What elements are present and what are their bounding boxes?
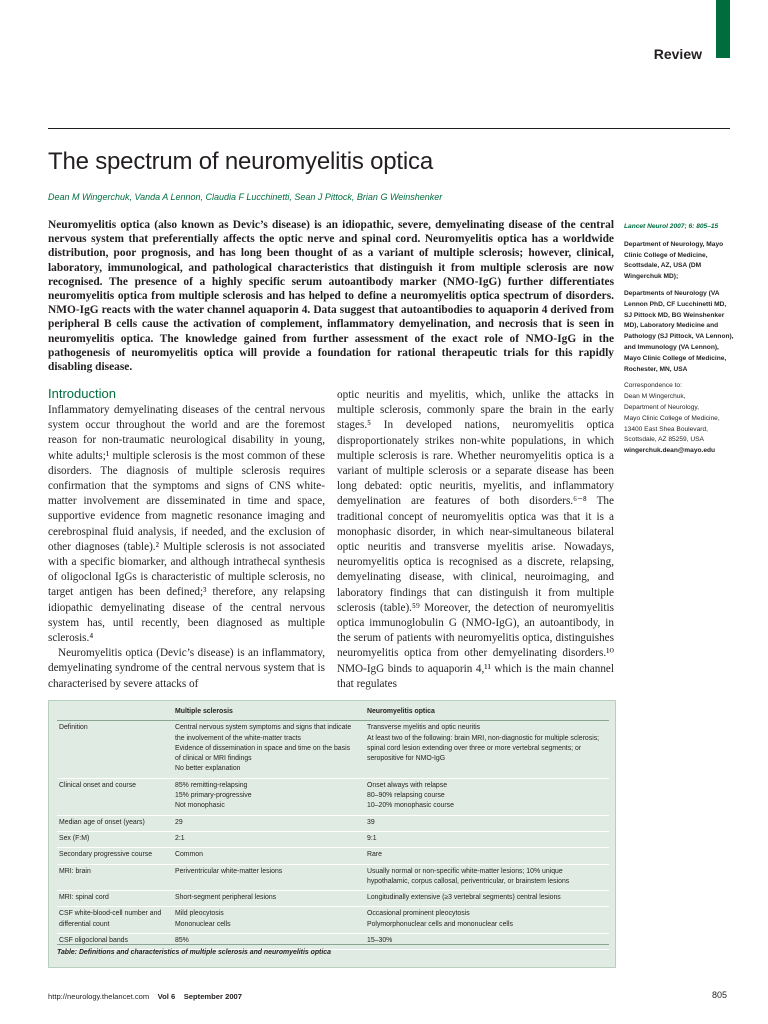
body-column-left — [48, 386, 325, 692]
table-row-label: CSF oligoclonal bands — [57, 934, 173, 950]
nmo-cell-line: Rare — [367, 851, 382, 859]
table-body — [57, 721, 609, 950]
nmo-cell — [359, 721, 609, 778]
ms-cell-line: Not monophasic — [175, 802, 225, 810]
correspondence-line: Scottsdale, AZ 85259, USA — [624, 436, 704, 444]
table-row-label: Definition — [57, 721, 173, 778]
body-paragraph: Inflammatory demyelinating diseases of the central nervous system occur throughout the world and are the foremost reason for non-traumatic neurological disability in young, white adults;¹ multiple sclerosis is the most common of these disorders. The diagnosis of multiple sclerosis requires confirmation that the symptoms and signs of CNS white-matter involvement are disseminated in time and space, supportive evidence from magnetic resonance imaging and cerebrospinal fluid analysis, if needed, and the exclusion of other diagnoses (table).² Multiple sclerosis is not associated with a specific biomarker, and although intrathecal synthesis of oligoclonal IgGs is characteristic of multiple sclerosis, no target antigen has been defined;³ therefore, any relapsing idiopathic demyelinating disease of the central nervous system has, until recently, been diagnosed as multiple sclerosis.⁴ — [48, 404, 325, 645]
ms-cell-line: Mononuclear cells — [175, 920, 231, 928]
nmo-cell — [359, 778, 609, 815]
comparison-table — [57, 706, 609, 950]
nmo-cell — [359, 934, 609, 950]
article-title: The spectrum of neuromyelitis optica — [48, 148, 433, 175]
table-row — [57, 831, 609, 847]
footer-url-link[interactable]: http://neurology.thelancet.com — [48, 992, 150, 1001]
nmo-cell — [359, 848, 609, 864]
ms-cell — [173, 778, 359, 815]
table-row-label: Secondary progressive course — [57, 848, 173, 864]
comparison-table-panel — [48, 700, 616, 968]
ms-cell — [173, 907, 359, 934]
ms-cell-line: 2:1 — [175, 834, 185, 842]
table-row-label: Median age of onset (years) — [57, 815, 173, 831]
table-row-label: Sex (F:M) — [57, 831, 173, 847]
ms-cell-line: 29 — [175, 818, 183, 826]
ms-cell — [173, 815, 359, 831]
nmo-cell — [359, 831, 609, 847]
footer-journal-info — [48, 992, 242, 1001]
nmo-cell-line: Occasional prominent pleocytosis — [367, 910, 470, 918]
ms-cell-line: Central nervous system symptoms and signs that indicate the involvement of the white-matter tracts — [175, 724, 352, 742]
nmo-cell — [359, 815, 609, 831]
affiliation-2: Departments of Neurology (VA Lennon PhD, CF Lucchinetti MD, SJ Pittock MD, BG Weinshenker MD), Laboratory Medicine and Pathology (SJ Pittock, VA Lennon), and Immunology (VA Lennon), Mayo Clinic College of Medicine, Rochester, MN, USA — [624, 289, 734, 373]
nmo-cell-line: 10–20% monophasic course — [367, 802, 454, 810]
ms-cell — [173, 864, 359, 891]
article-abstract: Neuromyelitis optica (also known as Devic’s disease) is an idiopathic, severe, demyelinating disease of the central nervous system that preferentially affects the optic nerve and spinal cord. Neuromyelitis optica has a worldwide distribution, poor prognosis, and has long been thought of as a variant of multiple sclerosis; however, clinical, laboratory, immunological, and pathological characteristics that distinguish it from multiple sclerosis are now recognised. The presence of a highly specific serum autoantibody marker (NMO-IgG) further differentiates neuromyelitis optica from multiple sclerosis and has helped to define a neuromyelitis optica spectrum of disorders. NMO-IgG reacts with the water channel aquaporin 4. Data suggest that autoantibodies to aquaporin 4 derived from peripheral B cells cause the activation of complement, inflammatory demyelination, and necrosis that is seen in neuromyelitis optica. The knowledge gained from further assessment of the exact role of NMO-IgG in the pathogenesis of neuromyelitis optica will provide a foundation for rational therapeutic trials for this rapidly disabling disease. — [48, 219, 614, 374]
nmo-cell-line: Polymorphonuclear cells and mononuclear cells — [367, 920, 513, 928]
section-label: Review — [653, 46, 702, 62]
ms-cell-line: 85% — [175, 937, 189, 945]
table-row — [57, 721, 609, 778]
table-row — [57, 848, 609, 864]
ms-cell-line: Periventricular white-matter lesions — [175, 867, 283, 875]
nmo-cell-line: Usually normal or non-specific white-matter lesions; 10% unique hypothalamic, corpus callosal, periventricular, or brainstem lesions — [367, 867, 570, 885]
article-authors: Dean M Wingerchuk, Vanda A Lennon, Claudia F Lucchinetti, Sean J Pittock, Brian G Weinshenker — [48, 192, 443, 202]
nmo-cell-line: Transverse myelitis and optic neuritis — [367, 724, 481, 732]
nmo-cell — [359, 891, 609, 907]
nmo-cell-line: Onset always with relapse — [367, 781, 448, 789]
body-column-right — [337, 388, 614, 692]
table-row-label: CSF white-blood-cell number and differential count — [57, 907, 173, 934]
table-row-label: Clinical onset and course — [57, 778, 173, 815]
page-number: 805 — [712, 990, 728, 1000]
ms-cell-line: No better explanation — [175, 765, 241, 773]
table-row — [57, 934, 609, 950]
nmo-cell-line: 80–90% relapsing course — [367, 792, 445, 800]
section-color-bar — [716, 0, 730, 58]
introduction-heading: Introduction — [48, 386, 116, 401]
ms-cell-line: Mild pleocytosis — [175, 910, 224, 918]
article-sidebar — [624, 222, 736, 457]
table-row — [57, 815, 609, 831]
ms-cell-line: 15% primary-progressive — [175, 792, 252, 800]
table-header-cell: Multiple sclerosis — [173, 706, 359, 721]
footer-volume: Vol 6 — [157, 992, 176, 1001]
ms-cell — [173, 934, 359, 950]
caption-rule — [57, 944, 609, 945]
ms-cell-line: Short-segment peripheral lesions — [175, 894, 277, 902]
table-row — [57, 864, 609, 891]
table-header-cell: Neuromyelitis optica — [359, 706, 609, 721]
correspondence-line: 13400 East Shea Boulevard, — [624, 425, 708, 433]
nmo-cell-line: At least two of the following: brain MRI, non-diagnostic for multiple sclerosis; spinal cord lesion extending over three or more vertebral segments; or seropositive for NMO-IgG — [367, 734, 600, 763]
table-header-cell — [57, 706, 173, 721]
correspondence-label: Correspondence to: — [624, 382, 682, 390]
table-header-row — [57, 706, 609, 721]
affiliation-1: Department of Neurology, Mayo Clinic College of Medicine, Scottsdale, AZ, USA (DM Wingerchuk MD); — [624, 240, 724, 281]
body-paragraph: optic neuritis and myelitis, which, unlike the attacks in multiple sclerosis, commonly spare the brain in the early stages.⁵ In developed nations, neuromyelitis optica disproportionately strikes non-white populations, in which multiple sclerosis is rare. Whether neuromyelitis optica is a variant of multiple sclerosis or a separate disease has been long debated: optic neuritis, myelitis, and inflammatory demyelination are features of both disorders.⁶⁻⁸ The traditional concept of neuromyelitis optica was that it is a monophasic disorder, in which near-simultaneous bilateral optic neuritis and transverse myelitis arise. Nowadays, neuromyelitis optica is recognised as a discrete, relapsing, demyelinating disease, with clinical, neuroimaging, and laboratory findings that can distinguish it from multiple sclerosis (table).⁵⁹ Moreover, the detection of neuromyelitis optica immunoglobulin G (NMO-IgG), an autoantibody, in the serum of patients with neuromyelitis optica, distinguishes neuromyelitis optica from other demyelinating disorders.¹⁰ NMO-IgG binds to aquaporin 4,¹¹ which is the main channel that regulates — [337, 389, 614, 690]
nmo-cell — [359, 907, 609, 934]
table-row-label: MRI: brain — [57, 864, 173, 891]
body-paragraph: Neuromyelitis optica (Devic’s disease) is an inflammatory, demyelinating syndrome of the central nervous system that is characterised by severe attacks of — [48, 647, 325, 690]
ms-cell — [173, 831, 359, 847]
table-row-label: MRI: spinal cord — [57, 891, 173, 907]
header-rule — [48, 128, 730, 129]
correspondence-line: Mayo Clinic College of Medicine, — [624, 414, 720, 422]
nmo-cell-line: 15–30% — [367, 937, 393, 945]
ms-cell-line: Common — [175, 851, 203, 859]
table-row — [57, 778, 609, 815]
nmo-cell — [359, 864, 609, 891]
ms-cell-line: Evidence of dissemination in space and time on the basis of clinical or MRI findings — [175, 744, 351, 763]
correspondence-line: Department of Neurology, — [624, 403, 700, 411]
ms-cell — [173, 848, 359, 864]
nmo-cell-line: Longitudinally extensive (≥3 vertebral segments) central lesions — [367, 894, 561, 902]
ms-cell — [173, 721, 359, 778]
table-row — [57, 907, 609, 934]
table-caption: Table: Definitions and characteristics of multiple sclerosis and neuromyelitis optica — [57, 949, 331, 956]
ms-cell — [173, 891, 359, 907]
correspondence-email-link[interactable]: wingerchuk.dean@mayo.edu — [624, 447, 716, 455]
table-row — [57, 891, 609, 907]
nmo-cell-line: 39 — [367, 818, 375, 826]
nmo-cell-line: 9:1 — [367, 834, 377, 842]
footer-date: September 2007 — [183, 992, 242, 1001]
ms-cell-line: 85% remitting-relapsing — [175, 781, 248, 789]
journal-citation[interactable]: Lancet Neurol 2007; 6: 805–15 — [624, 223, 719, 230]
correspondence-line: Dean M Wingerchuk, — [624, 393, 686, 401]
